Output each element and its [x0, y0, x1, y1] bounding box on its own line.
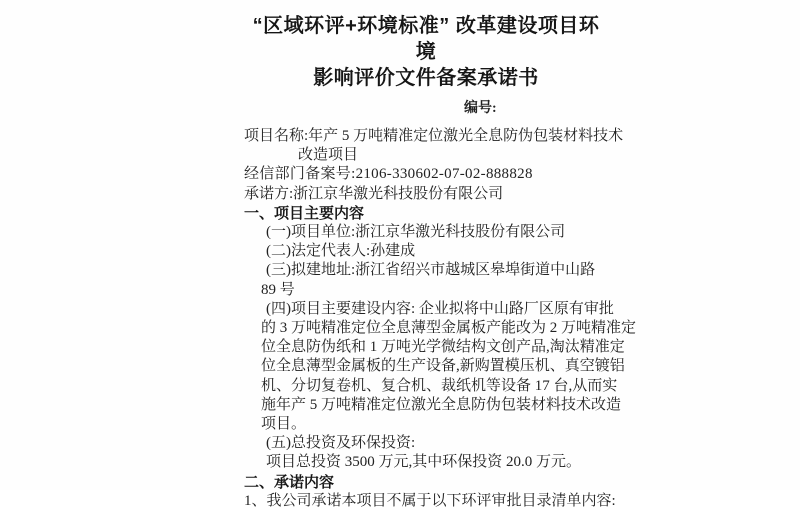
line-construction-content-3: 位全息防伪纸和 1 万吨光学微结构文创产品,淘汰精准定: [261, 339, 625, 356]
field-promisor: 承诺方:浙江京华激光科技股份有限公司: [244, 185, 504, 202]
line-construction-content-7: 项目。: [261, 416, 307, 433]
section1-heading: 一、项目主要内容: [244, 204, 365, 222]
line-legal-representative: (二)法定代表人:孙建成: [266, 243, 416, 260]
line-construction-content-1: (四)项目主要建设内容: 企业拟将中山路厂区原有审批: [266, 300, 614, 317]
line-investment-heading: (五)总投资及环保投资:: [266, 435, 416, 452]
line-construction-content-6: 施年产 5 万吨精准定位激光全息防伪包装材料技术改造: [261, 396, 622, 413]
section2-heading: 二、承诺内容: [244, 473, 335, 491]
field-record-number: 经信部门备案号:2106-330602-07-02-888828: [244, 166, 533, 183]
field-project-name: 项目名称:年产 5 万吨精准定位激光全息防伪包装材料技术: [244, 128, 624, 144]
line-proposed-address-continued: 89 号: [261, 281, 295, 298]
document-title-line-2: 影响评价文件备案承诺书: [313, 67, 539, 89]
serial-number-row: [244, 101, 648, 117]
document-title-line-1: “区域环评+环境标准” 改革建设项目环境: [252, 15, 600, 63]
line-commitment-1: 1、我公司承诺本项目不属于以下环评审批目录清单内容:: [244, 492, 616, 509]
line-investment-amount: 项目总投资 3500 万元,其中环保投资 20.0 万元。: [266, 454, 582, 471]
line-construction-content-4: 位全息薄型金属板的生产设备,新购置模压机、真空镀铝: [261, 358, 625, 375]
serial-number-label: 编号:: [464, 101, 497, 116]
line-construction-content-2: 的 3 万吨精准定位全息薄型金属板产能改为 2 万吨精准定: [261, 320, 637, 337]
line-proposed-address: (三)拟建地址:浙江省绍兴市越城区皋埠街道中山路: [266, 262, 596, 279]
line-project-unit: (一)项目单位:浙江京华激光科技股份有限公司: [266, 224, 566, 241]
document-body: [244, 127, 648, 511]
line-construction-content-5: 机、分切复卷机、复合机、裁纸机等设备 17 台,从而实: [261, 377, 618, 394]
document-content: [244, 0, 648, 511]
document-title: [244, 0, 648, 91]
field-project-name-continued: 改造项目: [298, 147, 359, 164]
